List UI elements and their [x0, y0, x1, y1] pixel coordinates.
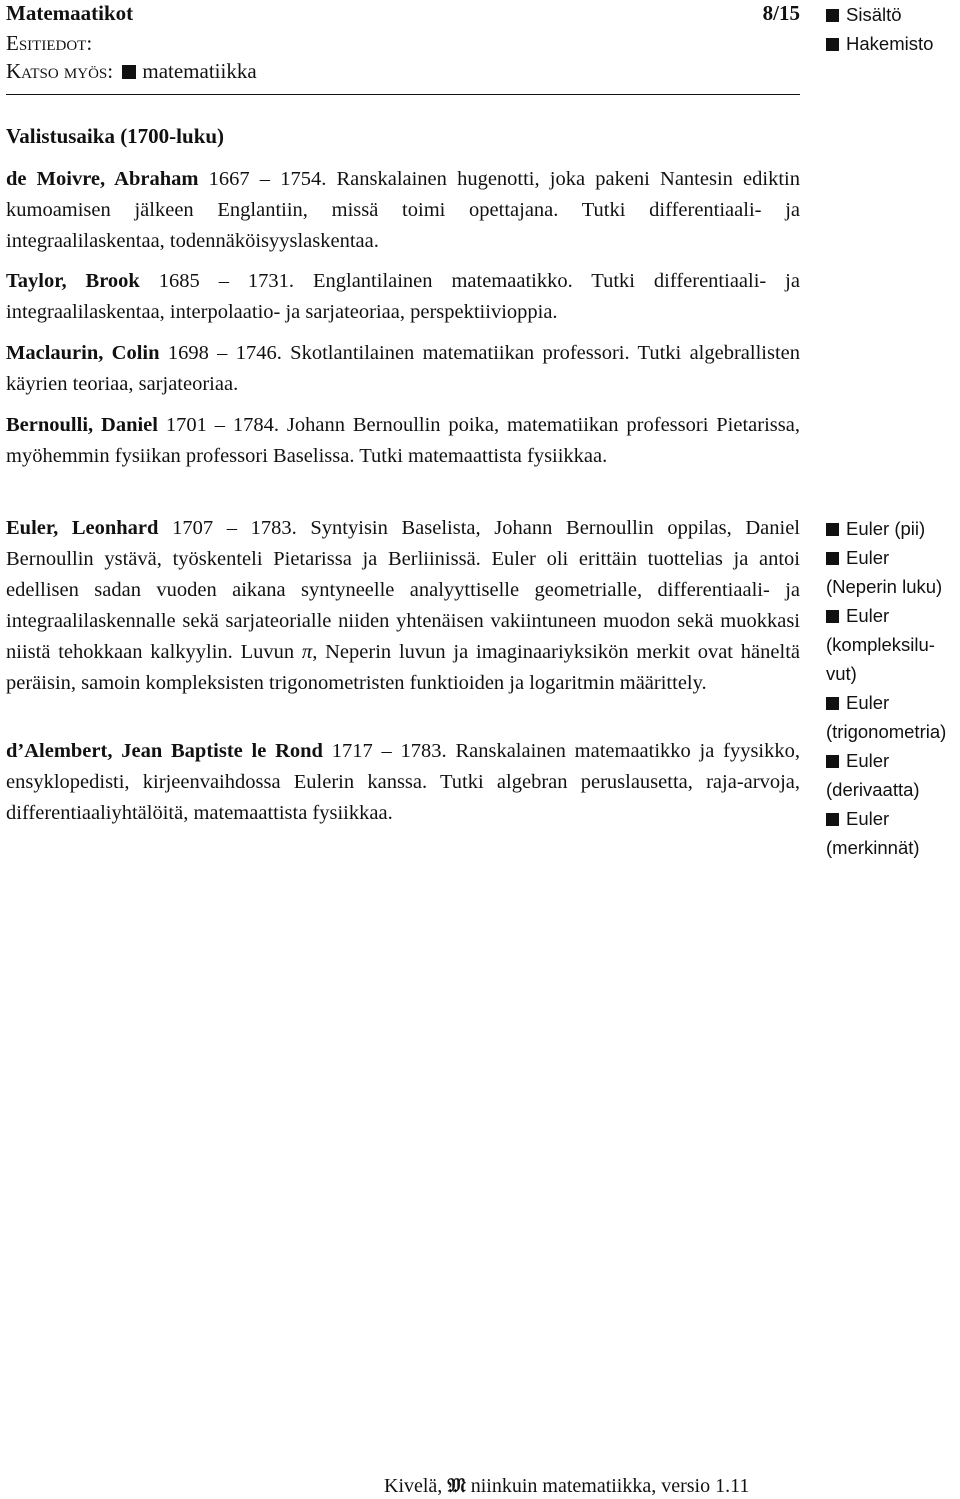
link-square-icon [122, 65, 136, 79]
entry-bernoulli [6, 410, 800, 472]
euler-link-sublabel: (trigonometria) [826, 721, 947, 742]
entry-de-moivre [6, 164, 800, 257]
entry-name: Bernoulli, Daniel [6, 414, 158, 436]
link-square-icon [826, 697, 839, 710]
prerequisites-label: Esitiedot: [6, 31, 93, 55]
nav-links [826, 0, 960, 58]
see-also-label: Katso myös: [6, 59, 114, 83]
see-also-line [6, 58, 257, 84]
euler-link-derivaatta[interactable] [826, 746, 960, 804]
entry-name: Maclaurin, Colin [6, 342, 160, 364]
header-divider [6, 94, 800, 95]
entry-text: 1698 – 1746. Skotlantilainen matematiikan professori. Tutki algebrallisten käyrien teoriaa, sarjateoriaa. [6, 342, 800, 395]
euler-link-sublabel: (merkinnät) [826, 837, 920, 858]
page-header [6, 0, 800, 88]
euler-link-sublabel: (derivaatta) [826, 779, 920, 800]
nav-sisalto-link[interactable] [826, 0, 960, 29]
euler-link-pii[interactable] [826, 514, 960, 543]
link-square-icon [826, 552, 839, 565]
link-square-icon [826, 755, 839, 768]
link-square-icon [826, 523, 839, 536]
euler-links [826, 514, 960, 862]
euler-link-label: Euler [846, 692, 890, 713]
euler-link-merkinnat[interactable] [826, 804, 960, 862]
main-column [6, 0, 801, 824]
euler-link-sublabel: (kompleksilu- [826, 634, 935, 655]
nav-hakemisto-label: Hakemisto [846, 33, 934, 54]
link-square-icon [826, 38, 839, 51]
page-footer [384, 1472, 749, 1499]
entry-euler [6, 513, 800, 699]
page-number: 8/15 [762, 1, 800, 25]
entry-name: Euler, Leonhard [6, 517, 159, 539]
euler-link-kompleksiluvut[interactable] [826, 601, 960, 688]
footer-text: niinkuin matematiikka, versio 1.11 [465, 1475, 750, 1497]
fraktur-m-symbol: 𝔐 [447, 1473, 466, 1497]
entry-dalembert [6, 736, 800, 829]
link-square-icon [826, 9, 839, 22]
euler-link-trigonometria[interactable] [826, 688, 960, 746]
entry-text: 1685 – 1731. Englantilainen matemaatikko. Tutki differentiaali- ja integraalilaskentaa, interpolaatio- ja sarjateoriaa, perspektiivioppia. [6, 270, 800, 323]
footer-author: Kivelä, [384, 1475, 448, 1497]
pi-symbol: π [301, 641, 313, 663]
nav-hakemisto-link[interactable] [826, 29, 960, 58]
euler-link-sublabel: (Neperin luku) [826, 576, 943, 597]
see-also-link-matematiikka[interactable]: matematiikka [142, 59, 257, 83]
entry-maclaurin [6, 338, 800, 400]
entry-text: , Neperin luvun ja imaginaariyksikön merkit ovat häneltä peräisin, samoin kompleksisten trigonometristen funktioiden ja logaritmin määrittely. [6, 641, 800, 694]
euler-link-neperin-luku[interactable] [826, 543, 960, 601]
nav-sisalto-label: Sisältö [846, 4, 902, 25]
entry-name: d’Alembert, Jean Baptiste le Rond [6, 740, 323, 762]
section-title: Valistusaika (1700-luku) [6, 124, 225, 148]
entry-taylor [6, 266, 800, 328]
euler-link-label: Euler [846, 808, 890, 829]
euler-link-label: Euler [846, 750, 890, 771]
euler-link-label: Euler (pii) [846, 518, 926, 539]
link-square-icon [826, 813, 839, 826]
link-square-icon [826, 610, 839, 623]
entry-name: Taylor, Brook [6, 270, 140, 292]
euler-link-label: Euler [846, 605, 890, 626]
entry-text: 1707 – 1783. Syntyisin Baselista, Johann Bernoullin oppilas, Daniel Bernoullin ystävä, työskenteli Pietarissa ja Berliinissä. Euler oli erittäin tuottelias ja antoi edellisen sadan vuoden aikana syntyneelle analyyttiselle geometrialle, differentiaali- ja integraalilaskennalle sekä sarjateorialle niiden yhtenäisen vakiintuneen muodon sekä muokkasi niistä tehokkaan kalkyylin. Luvun [6, 517, 800, 663]
euler-link-label: Euler [846, 547, 890, 568]
entry-name: de Moivre, Abraham [6, 168, 199, 190]
entry-text: 1667 – 1754. Ranskalainen hugenotti, joka pakeni Nantesin ediktin kumoamisen jälkeen Englantiin, missä toimi opettajana. Tutki differentiaali- ja integraalilaskentaa, todennäköisyyslaskentaa. [6, 168, 800, 252]
page-title: Matemaatikot [6, 1, 134, 25]
entry-text: 1701 – 1784. Johann Bernoullin poika, matematiikan professori Pietarissa, myöhemmin fysiikan professori Baselissa. Tutki matemaattista fysiikkaa. [6, 414, 800, 467]
entry-text: 1717 – 1783. Ranskalainen matemaatikko ja fyysikko, ensyklopedisti, kirjeenvaihdossa Eulerin kanssa. Tutki algebran peruslausetta, raja-arvoja, differentiaaliyhtälöitä, matemaattista fysiikkaa. [6, 740, 801, 824]
euler-link-sublabel: vut) [826, 663, 857, 684]
